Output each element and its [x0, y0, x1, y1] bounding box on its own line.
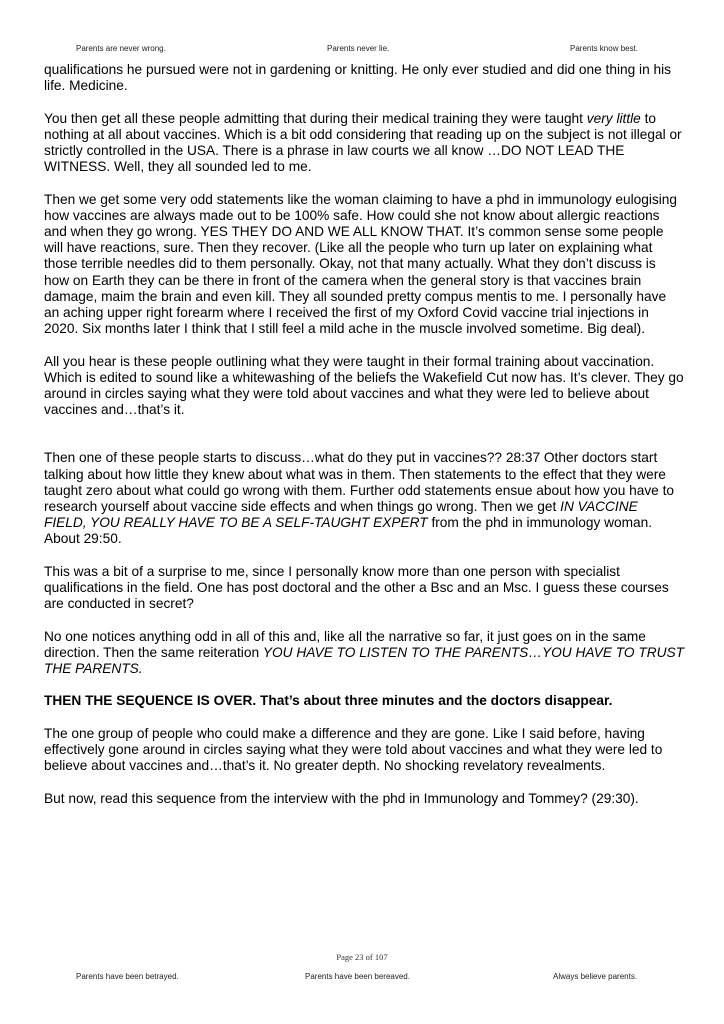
- page-footer: [0, 972, 724, 986]
- paragraph-8: [44, 693, 684, 709]
- paragraph-10: But now, read this sequence from the interview with the phd in Immunology and Tommey? (29:30).: [44, 790, 639, 806]
- paragraph-4: All you hear is these people outlining what they were taught in their formal training about vaccination. Which is edited to sound like a whitewashing of the beliefs the Wakefield Cut now has. It’s clever. They go around in circles saying what they were told about vaccines and what they were led to believe about vaccines and…that’s it.: [44, 353, 684, 418]
- header-right: Parents know best.: [570, 44, 639, 53]
- footer-center: Parents have been bereaved.: [305, 972, 410, 981]
- paragraph-9: The one group of people who could make a difference and they are gone. Like I said before, having effectively gone around in circles saying what they were told about vaccines and what they were led to believe about vaccines and…that’s it. No greater depth. No shocking revelatory revealments.: [44, 725, 663, 774]
- header-center: Parents never lie.: [327, 44, 390, 53]
- paragraph-7-text-a: No one notices anything odd in all of this and, like all the narrative so far, it just goes on in the same direction. Then the same reiteration: [44, 628, 646, 660]
- paragraph-5-text-c: from the phd in immunology woman. About 29:50.: [44, 515, 653, 547]
- paragraph-2-text-c: to nothing at all about vaccines. Which is a bit odd considering that reading up on the subject is not illegal or strictly controlled in the USA. There is a phrase in law courts we all know …DO NOT LEAD THE WITNESS. Well, they all sounded led to me.: [44, 110, 682, 175]
- page-header: [0, 44, 724, 58]
- paragraph-3: Then we get some very odd statements like the woman claiming to have a phd in immunology eulogising how vaccines are always made out to be 100% safe. How could she not know about allergic reactions and when they go wrong. YES THEY DO AND WE ALL KNOW THAT. It’s common sense some people will have reactions, sure. Then they recover. (Like all the people who turn up later on explaining what those terrible needles did to them personally. Okay, not that many actually. What they don’t discuss is how on Earth they can be there in front of the camera when the general story is that vaccines brain damage, maim the brain and even kill. They all sounded pretty compus mentis to me. I personally have an aching upper right forearm where I received the first of my Oxford Covid vaccine trial injections in 2020. Six months later I think that I still feel a mild ache in the muscle involved sometime. Big deal).: [44, 191, 678, 337]
- document-body: [44, 62, 684, 823]
- paragraph-5-emphasis: IN VACCINE FIELD, YOU REALLY HAVE TO BE A SELF-TAUGHT EXPERT: [44, 499, 638, 531]
- footer-right: Always believe parents.: [553, 972, 638, 981]
- paragraph-7-emphasis: YOU HAVE TO LISTEN TO THE PARENTS…YOU HAVE TO TRUST THE PARENTS.: [44, 644, 684, 677]
- paragraph-6: This was a bit of a surprise to me, since I personally know more than one person with specialist qualifications in the field. One has post doctoral and the other a Bsc and an Msc. I guess these courses are conducted in secret?: [44, 563, 669, 612]
- footer-left: Parents have been betrayed.: [76, 972, 179, 981]
- paragraph-2-text-a: You then get all these people admitting that during their medical training they were taught: [44, 110, 587, 126]
- paragraph-5: [44, 450, 684, 547]
- paragraph-7: [44, 629, 684, 678]
- paragraph-1: qualifications he pursued were not in gardening or knitting. He only ever studied and did one thing in his life. Medicine.: [44, 62, 671, 94]
- paragraph-2: [44, 111, 684, 176]
- paragraph-5-text-a: Then one of these people starts to discuss…what do they put in vaccines?? 28:37 Other doctors start talking about how little they knew about what was in them. Then statements to the effect that they were taught zero about what could go wrong with them. Further odd statements ensue about how you have to research yourself about vaccine side effects and when things go wrong. Then we get: [44, 450, 675, 515]
- paragraph-8-bold: THEN THE SEQUENCE IS OVER. That’s about three minutes and the doctors disappear.: [44, 693, 613, 709]
- paragraph-2-emphasis: very little: [586, 110, 641, 126]
- header-left: Parents are never wrong.: [76, 44, 166, 53]
- page-number: Page 23 of 107: [336, 952, 388, 962]
